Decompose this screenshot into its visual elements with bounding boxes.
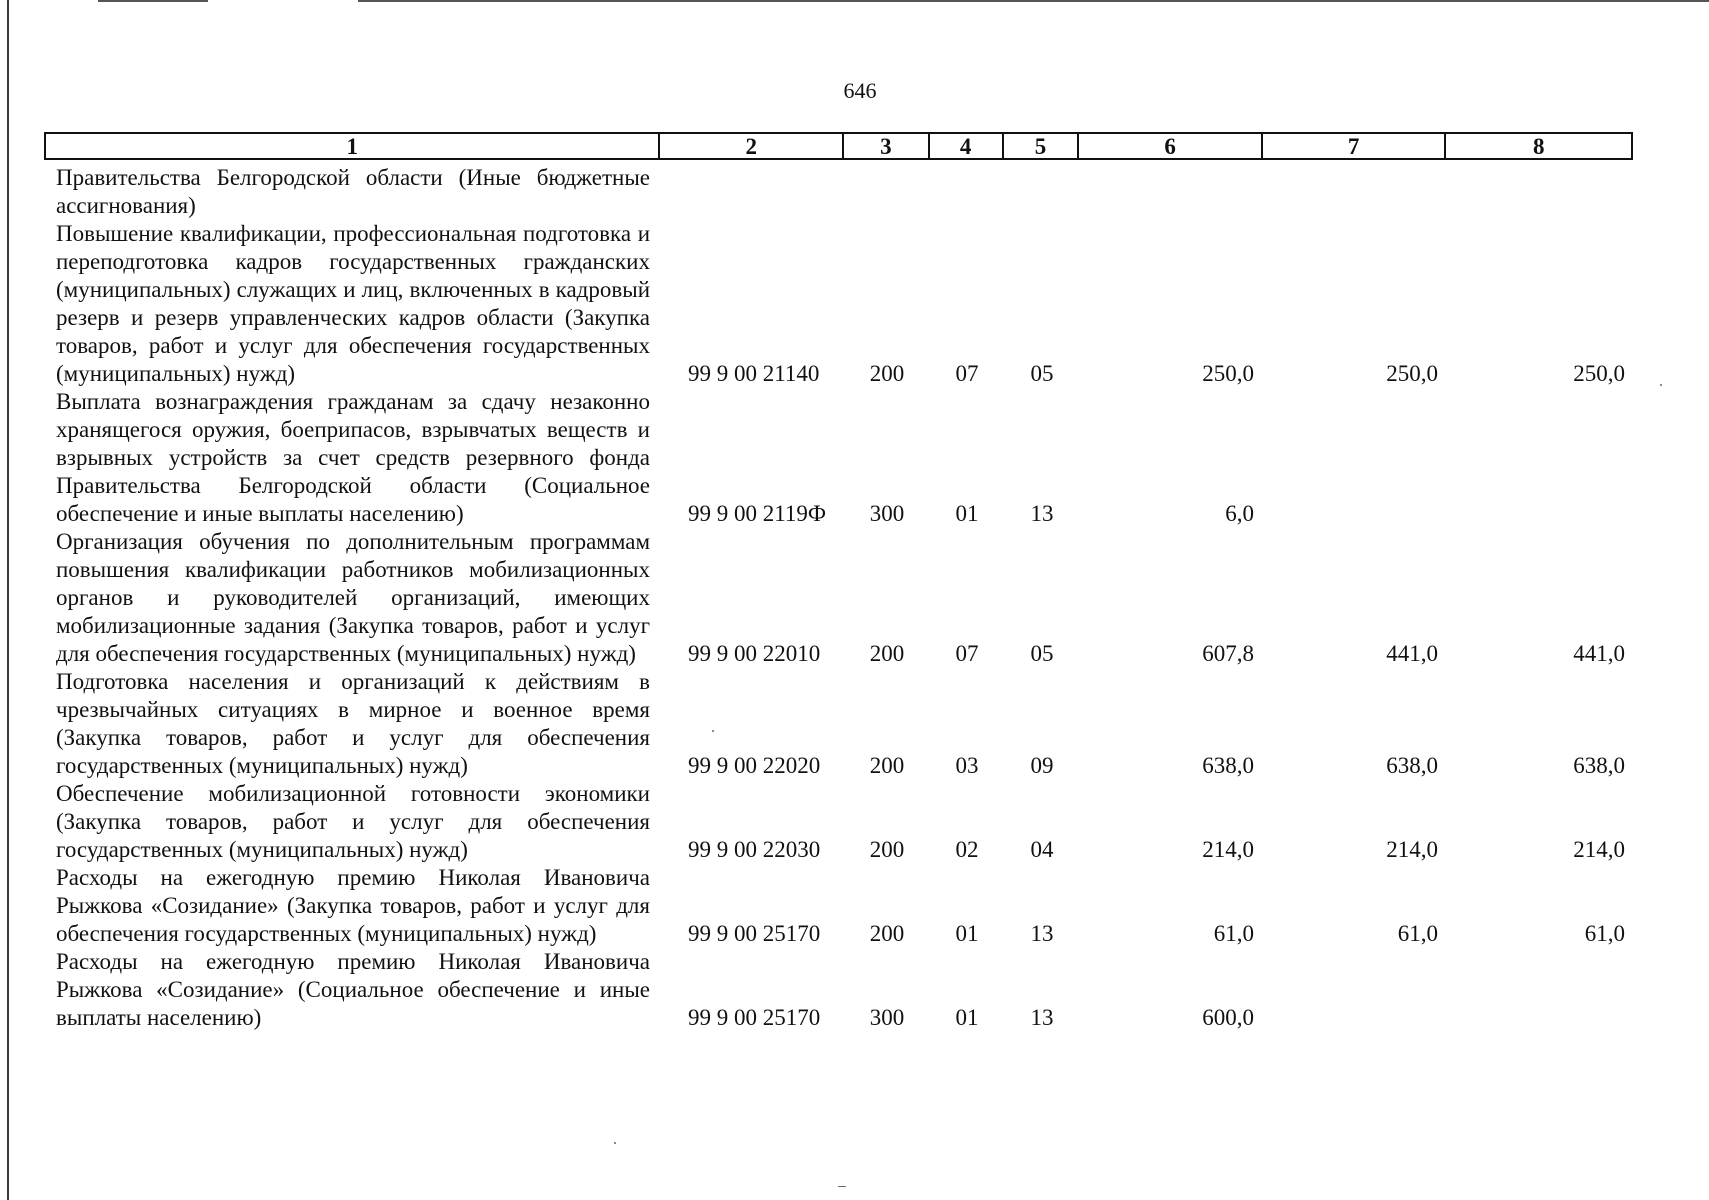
scan-edge-top <box>358 0 1709 2</box>
row-pr: 13 <box>1030 921 1054 946</box>
table-row <box>44 948 1633 1032</box>
table-row <box>44 780 1633 864</box>
row-name: Выплата вознаграждения гражданам за сдачу незаконно хранящегося оружия, боеприпасов, взрывчатых веществ и взрывных устройств за счет средств резервного фонда Правительства Белгородской области (Социальное обеспечение и иные выплаты населению) <box>56 389 650 526</box>
table-row <box>44 668 1633 780</box>
row-name: Организация обучения по дополнительным программам повышения квалификации работников мобилизационных органов и руководителей организаций, имеющих мобилизационные задания (Закупка товаров, работ и услуг для обеспечения государственных (муниципальных) нужд) <box>56 529 650 666</box>
row-vr: 300 <box>869 1005 905 1030</box>
table-row <box>44 528 1633 668</box>
row-code: 99 9 00 25170 <box>688 921 821 946</box>
column-header-7: 7 <box>1263 134 1447 158</box>
row-amount-3: 61,0 <box>1584 921 1625 946</box>
table-row <box>44 388 1633 528</box>
row-amount-3: 441,0 <box>1573 641 1625 666</box>
row-amount-3: 214,0 <box>1573 837 1625 862</box>
row-vr: 200 <box>869 361 905 386</box>
row-vr: 200 <box>869 753 905 778</box>
table-header-row <box>44 132 1633 160</box>
row-vr: 200 <box>869 641 905 666</box>
row-amount-1: 607,8 <box>1202 641 1254 666</box>
row-name: Расходы на ежегодную премию Николая Ивановича Рыжкова «Созидание» (Социальное обеспечение и иные выплаты населению) <box>56 949 650 1030</box>
row-code: 99 9 00 22010 <box>688 641 821 666</box>
row-name: Повышение квалификации, профессиональная подготовка и переподготовка кадров государственных гражданских (муниципальных) служащих и лиц, включенных в кадровый резерв и резерв управленческих кадров области (Закупка товаров, работ и услуг для обеспечения государственных (муниципальных) нужд) <box>56 221 650 386</box>
column-header-2: 2 <box>660 134 844 158</box>
row-amount-1: 61,0 <box>1213 921 1254 946</box>
row-amount-2: 441,0 <box>1386 641 1438 666</box>
row-rz: 01 <box>955 1005 979 1030</box>
row-amount-2: 61,0 <box>1397 921 1438 946</box>
row-amount-3: 638,0 <box>1573 753 1625 778</box>
row-name: Подготовка населения и организаций к действиям в чрезвычайных ситуациях в мирное и военное время (Закупка товаров, работ и услуг для обеспечения государственных (муниципальных) нужд) <box>56 669 650 778</box>
row-name: Расходы на ежегодную премию Николая Ивановича Рыжкова «Созидание» (Закупка товаров, работ и услуг для обеспечения государственных (муниципальных) нужд) <box>56 865 650 946</box>
scan-edge-left <box>7 0 9 1200</box>
row-rz: 03 <box>955 753 979 778</box>
scan-speck <box>1660 384 1662 386</box>
column-header-8: 8 <box>1532 134 1545 159</box>
row-pr: 13 <box>1030 501 1054 526</box>
row-amount-1: 600,0 <box>1202 1005 1254 1030</box>
row-pr: 09 <box>1030 753 1054 778</box>
row-pr: 13 <box>1030 1005 1054 1030</box>
row-rz: 07 <box>955 361 979 386</box>
row-pr: 05 <box>1030 641 1054 666</box>
row-amount-2: 214,0 <box>1386 837 1438 862</box>
column-header-4: 4 <box>930 134 1004 158</box>
scan-speck <box>712 730 714 732</box>
scan-speck <box>838 1186 846 1187</box>
row-vr: 300 <box>869 501 905 526</box>
row-pr: 04 <box>1030 837 1054 862</box>
scan-edge-top <box>98 0 208 2</box>
page-number: 646 <box>843 78 877 103</box>
row-amount-2: 250,0 <box>1386 361 1438 386</box>
column-header-1: 1 <box>46 134 660 158</box>
row-amount-1: 250,0 <box>1202 361 1254 386</box>
row-name: Правительства Белгородской области (Иные бюджетные ассигнования) <box>56 165 650 218</box>
row-amount-1: 214,0 <box>1202 837 1254 862</box>
row-rz: 01 <box>955 921 979 946</box>
table-row <box>44 220 1633 388</box>
row-amount-1: 6,0 <box>1225 501 1254 526</box>
row-code: 99 9 00 22030 <box>688 837 821 862</box>
row-rz: 01 <box>955 501 979 526</box>
row-vr: 200 <box>869 837 905 862</box>
row-rz: 07 <box>955 641 979 666</box>
table-body <box>44 164 1633 1032</box>
row-code: 99 9 00 21140 <box>688 361 820 386</box>
row-rz: 02 <box>955 837 979 862</box>
scan-speck <box>614 1142 616 1144</box>
table-row <box>44 864 1633 948</box>
row-code: 99 9 00 2119Ф <box>688 501 827 526</box>
row-code: 99 9 00 22020 <box>688 753 821 778</box>
row-amount-2: 638,0 <box>1386 753 1438 778</box>
row-vr: 200 <box>869 921 905 946</box>
row-code: 99 9 00 25170 <box>688 1005 821 1030</box>
row-pr: 05 <box>1030 361 1054 386</box>
row-amount-1: 638,0 <box>1202 753 1254 778</box>
table-row <box>44 164 1633 220</box>
column-header-3: 3 <box>844 134 930 158</box>
column-header-5: 5 <box>1004 134 1080 158</box>
column-header-6: 6 <box>1079 134 1263 158</box>
row-amount-3: 250,0 <box>1573 361 1625 386</box>
row-name: Обеспечение мобилизационной готовности экономики (Закупка товаров, работ и услуг для обеспечения государственных (муниципальных) нужд) <box>56 781 650 862</box>
